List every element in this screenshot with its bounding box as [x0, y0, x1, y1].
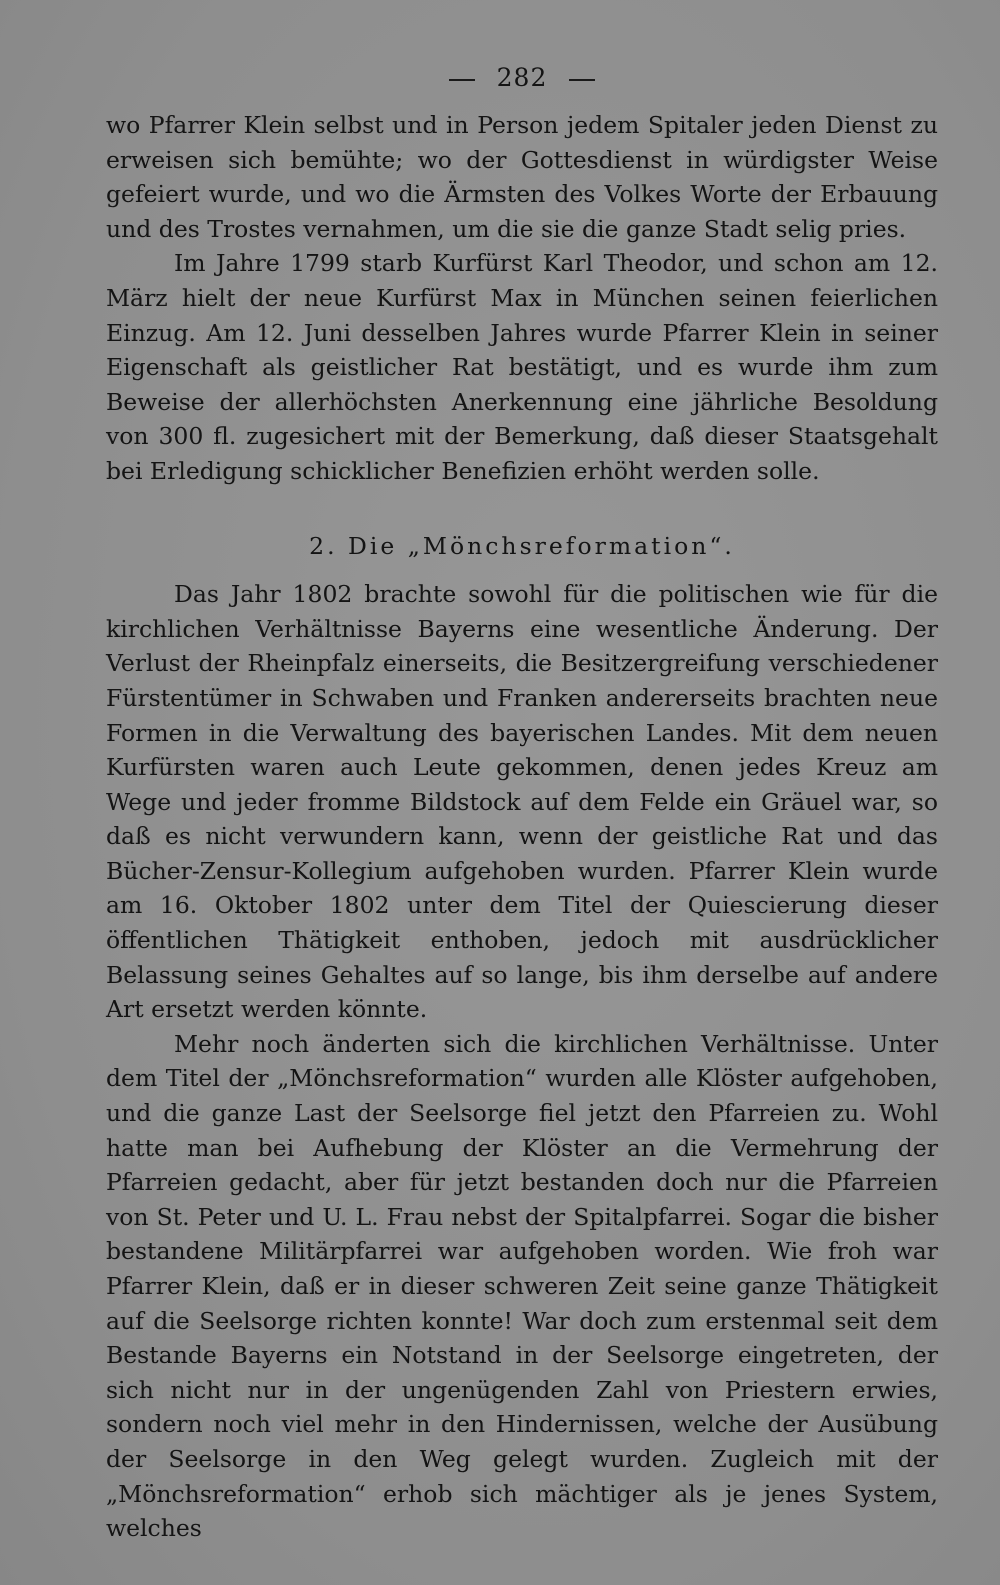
header-dash-right	[569, 79, 595, 81]
body-text	[106, 108, 938, 1546]
paragraph: Mehr noch änderten sich die kirchlichen Verhältnisse. Unter dem Titel der „Mönchsreformation“ wurden alle Klöster aufgehoben, und die ganze Last der Seelsorge fiel jetzt den Pfarreien zu. Wohl hatte man bei Aufhebung der Klöster an die Vermehrung der Pfarreien gedacht, aber für jetzt bestanden doch nur die Pfarreien von St. Peter und U. L. Frau nebst der Spitalpfarrei. Sogar die bisher bestandene Militärpfarrei war aufgehoben worden. Wie froh war Pfarrer Klein, daß er in dieser schweren Zeit seine ganze Thätigkeit auf die Seelsorge richten konnte! War doch zum erstenmal seit dem Bestande Bayerns ein Notstand in der Seelsorge eingetreten, der sich nicht nur in der ungenügenden Zahl von Priestern erwies, sondern noch viel mehr in den Hindernissen, welche der Ausübung der Seelsorge in den Weg gelegt wurden. Zugleich mit der „Mönchsreformation“ erhob sich mächtiger als je jenes System, welches	[106, 1029, 938, 1543]
section-heading: 2. Die „Mönchsreformation“.	[309, 531, 735, 560]
page-number: 282	[496, 63, 548, 92]
paragraph: Im Jahre 1799 starb Kurfürst Karl Theodor, und schon am 12. März hielt der neue Kurfürst Max in München seinen feierlichen Einzug. Am 12. Juni desselben Jahres wurde Pfarrer Klein in seiner Eigenschaft als geistlicher Rat bestätigt, und es wurde ihm zum Beweise der allerhöchsten Anerkennung eine jährliche Besoldung von 300 fl. zugesichert mit der Bemerkung, daß dieser Staatsgehalt bei Erledigung schicklicher Benefizien erhöht werden solle.	[106, 249, 938, 485]
page-header	[106, 58, 938, 98]
header-dash-left	[449, 79, 475, 81]
paragraph-continuation: wo Pfarrer Klein selbst und in Person jedem Spitaler jeden Dienst zu erweisen sich bemühte; wo der Gottesdienst in würdigster Weise gefeiert wurde, und wo die Ärmsten des Volkes Worte der Erbauung und des Trostes vernahmen, um die sie die ganze Stadt selig pries.	[106, 111, 938, 243]
paragraph: Das Jahr 1802 brachte sowohl für die politischen wie für die kirchlichen Verhältnisse Bayerns eine wesentliche Änderung. Der Verlust der Rheinpfalz einerseits, die Besitzergreifung verschiedener Fürstentümer in Schwaben und Franken andererseits brachten neue Formen in die Verwaltung des bayerischen Landes. Mit dem neuen Kurfürsten waren auch Leute gekommen, denen jedes Kreuz am Wege und jeder fromme Bildstock auf dem Felde ein Gräuel war, so daß es nicht verwundern kann, wenn der geistliche Rat und das Bücher-Zensur-Kollegium aufgehoben wurden. Pfarrer Klein wurde am 16. Oktober 1802 unter dem Titel der Quiescierung dieser öffentlichen Thätigkeit enthoben, jedoch mit ausdrücklicher Belassung seines Gehaltes auf so lange, bis ihm derselbe auf andere Art ersetzt werden könnte.	[106, 580, 938, 1024]
